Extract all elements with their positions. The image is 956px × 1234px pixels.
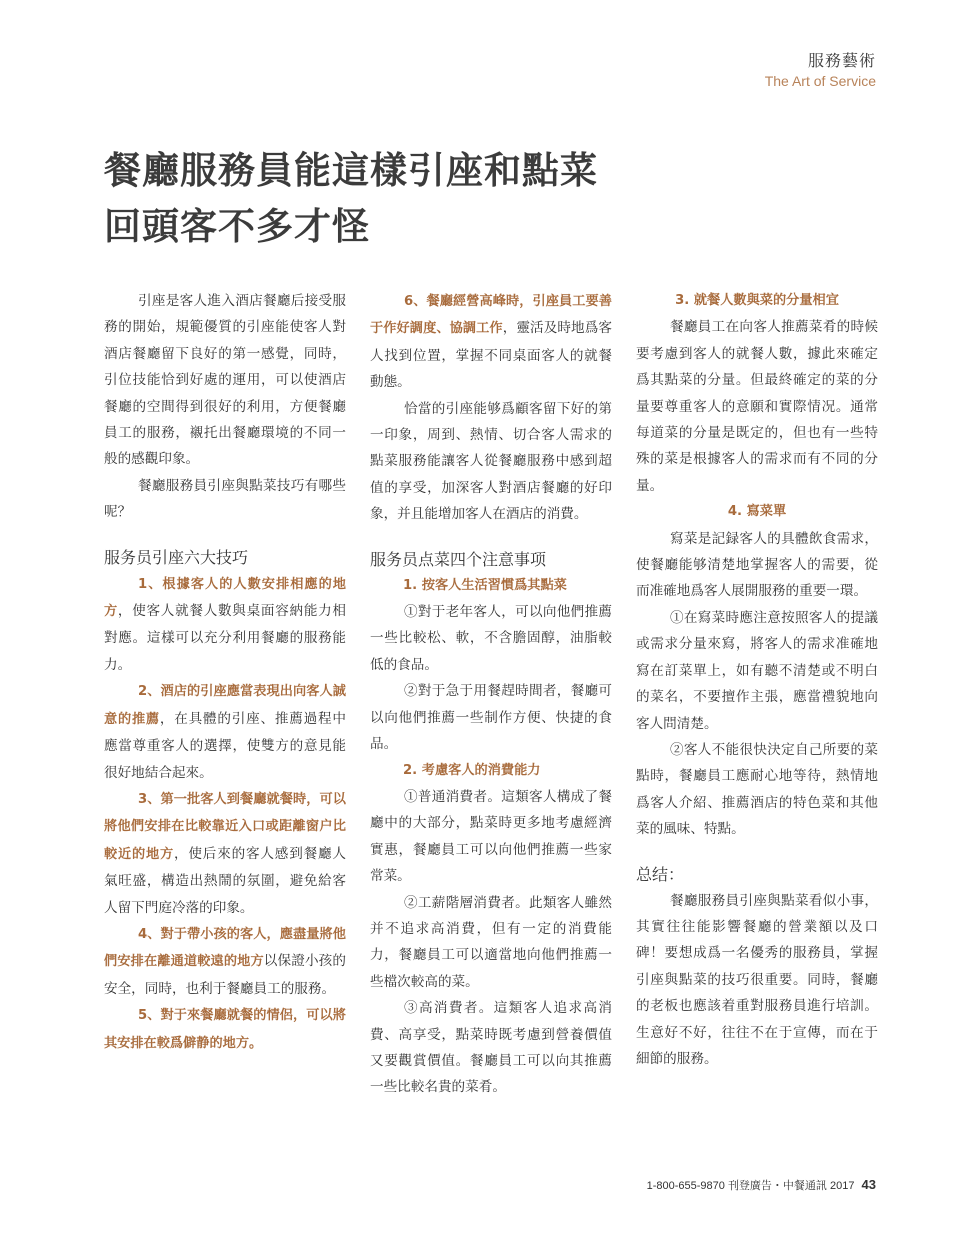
ordering-point-2a: ①普通消費者。這類客人構成了餐廳中的大部分，點菜時更多地考慮經濟實惠，餐廳員工可以向他們推薦一些家常菜。 <box>370 788 612 885</box>
ordering-point-1b: ②對于急于用餐趕時間者，餐廳可以向他們推薦一些制作方便、快捷的食品。 <box>370 683 612 753</box>
seating-tip-1 <box>104 571 346 679</box>
column-2 <box>370 288 612 1101</box>
ordering-point-2-heading: 2. 考慮客人的消費能力 <box>403 762 541 778</box>
ordering-point-2c: ③高消費者。這類客人追求高消費、高享受，點菜時既考慮到營養價值又要觀賞價值。餐廳員工可以向其推薦一些比較名貴的菜肴。 <box>370 1000 612 1096</box>
section-title-english: The Art of Service <box>764 73 876 89</box>
ordering-point-4b: ①在寫菜時應注意按照客人的提議或需求分量來寫，將客人的需求准確地寫在訂菜單上，如有聽不清楚或不明白的菜名，不要擅作主張，應當禮貌地向客人問清楚。 <box>636 609 878 732</box>
tip-highlight: 4、對于帶小孩的客人，應盡量將他們安排在離通道較遠的地方 <box>104 926 346 970</box>
ordering-point-1a: ①對于老年客人，可以向他們推薦一些比較松、軟，不含膽固醇，油脂較低的食品。 <box>370 604 612 673</box>
tip-text: ，使客人就餐人數與桌面容納能力相對應。這樣可以充分利用餐廳的服務能力。 <box>104 603 347 673</box>
seating-tip-3 <box>104 786 346 921</box>
column-1 <box>104 288 346 1057</box>
tip-highlight: 3、第一批客人到餐廳就餐時，可以將他們安排在比較靠近入口或距離窗户比較近的地方 <box>104 791 346 862</box>
tip-highlight: 2、酒店的引座應當表現出向客人誠意的推薦 <box>104 684 346 727</box>
tip-highlight: 5、對于來餐廳就餐的情侶，可以將其安排在較爲僻静的地方。 <box>104 1008 346 1051</box>
intro-question: 餐廳服務員引座與點菜技巧有哪些呢？ <box>104 477 346 521</box>
ordering-point-1-heading: 1. 按客人生活習慣爲其點菜 <box>403 577 567 593</box>
ordering-intro: 恰當的引座能够爲顧客留下好的第一印象，周到、熱情、切合客人需求的點菜服務能讓客人從餐廳服務中感到超值的享受，加深客人對酒店餐廳的好印象，并且能增加客人在酒店的消費。 <box>370 400 612 523</box>
column-3 <box>636 288 878 1072</box>
seating-tip-2 <box>104 678 346 786</box>
ordering-point-4-heading: 4. 寫菜單 <box>727 504 787 520</box>
section-heading-ordering: 服务员点菜四个注意事项 <box>370 549 547 569</box>
article-title-line2: 回頭客不多才怪 <box>104 204 370 248</box>
ordering-point-3a: 餐廳員工在向客人推薦菜肴的時候要考慮到客人的就餐人數，據此來確定爲其點菜的分量。但最終確定的菜的分量要尊重客人的意願和實際情况。通常每道菜的分量是既定的，但也有一些特殊的菜是根據客人的需求而有不同的分量。 <box>636 319 878 494</box>
tip-highlight: 1、根據客人的人數安排相應的地方 <box>104 576 346 620</box>
section-header <box>765 48 876 89</box>
ordering-point-2b: ②工薪階層消費者。此類客人雖然并不追求高消費，但有一定的消費能力，餐廳員工可以適當地向他們推薦一些檔次較高的菜。 <box>370 894 612 990</box>
seating-tip-6 <box>370 288 612 396</box>
article-title <box>104 142 598 254</box>
seating-tip-5 <box>104 1002 346 1057</box>
ordering-point-4c: ②客人不能很快決定自己所要的菜點時，餐廳員工應耐心地等待，熱情地爲客人介紹、推薦酒店的特色菜和其他菜的風味、特點。 <box>636 741 878 838</box>
tip-highlight: 6、餐廳經營高峰時，引座員工要善于作好調度、協調工作 <box>370 294 612 337</box>
ordering-point-3-heading: 3. 就餐人數與菜的分量相宜 <box>675 293 839 308</box>
footer-publication: 刊登廣告・中餐通訊 2017 <box>727 1180 855 1192</box>
tip-text: ，使后來的客人感到餐廳人氣旺盛，構造出熱鬧的氛圍，避免給客人留下門庭冷落的印象。 <box>104 845 347 916</box>
section-heading-seating: 服务员引座六大技巧 <box>104 547 249 567</box>
tip-text: ，在具體的引座、推薦過程中應當尊重客人的選擇，使雙方的意見能很好地結合起來。 <box>104 710 347 781</box>
intro-paragraph: 引座是客人進入酒店餐廳后接受服務的開始，規範優質的引座能使客人對酒店餐廳留下良好的第一感覺，同時，引位技能恰到好處的運用，可以使酒店餐廳的空間得到很好的利用，方便餐廳員工的服務，襯托出餐廳環境的不同一般的感觀印象。 <box>104 293 346 468</box>
article-title-line1: 餐廳服務員能這樣引座和點菜 <box>104 148 598 192</box>
page-number: 43 <box>861 1177 876 1192</box>
ordering-point-4a: 寫菜是記録客人的具體飲食需求，使餐廳能够清楚地掌握客人的需要，從而准確地爲客人展開服務的重要一環。 <box>636 530 878 600</box>
footer-phone: 1-800-655-9870 <box>646 1180 725 1192</box>
summary-paragraph: 餐廳服務員引座與點菜看似小事，其實往往能影響餐廳的營業額以及口碑！要想成爲一名優秀的服務員，掌握引座與點菜的技巧很重要。同時，餐廳的老板也應該着重對服務員進行培訓。生意好不好，往往不在于宣傳，而在于細節的服務。 <box>636 892 878 1067</box>
seating-tip-4 <box>104 921 346 1002</box>
section-heading-summary: 总结： <box>636 864 685 884</box>
tip-text: 以保證小孩的安全，同時，也利于餐廳員工的服務。 <box>104 953 347 997</box>
tip-text: ，靈活及時地爲客人找到位置，掌握不同桌面客人的就餐動態。 <box>370 320 613 391</box>
section-title-chinese: 服務藝術 <box>807 51 876 70</box>
page-footer <box>647 1177 876 1193</box>
